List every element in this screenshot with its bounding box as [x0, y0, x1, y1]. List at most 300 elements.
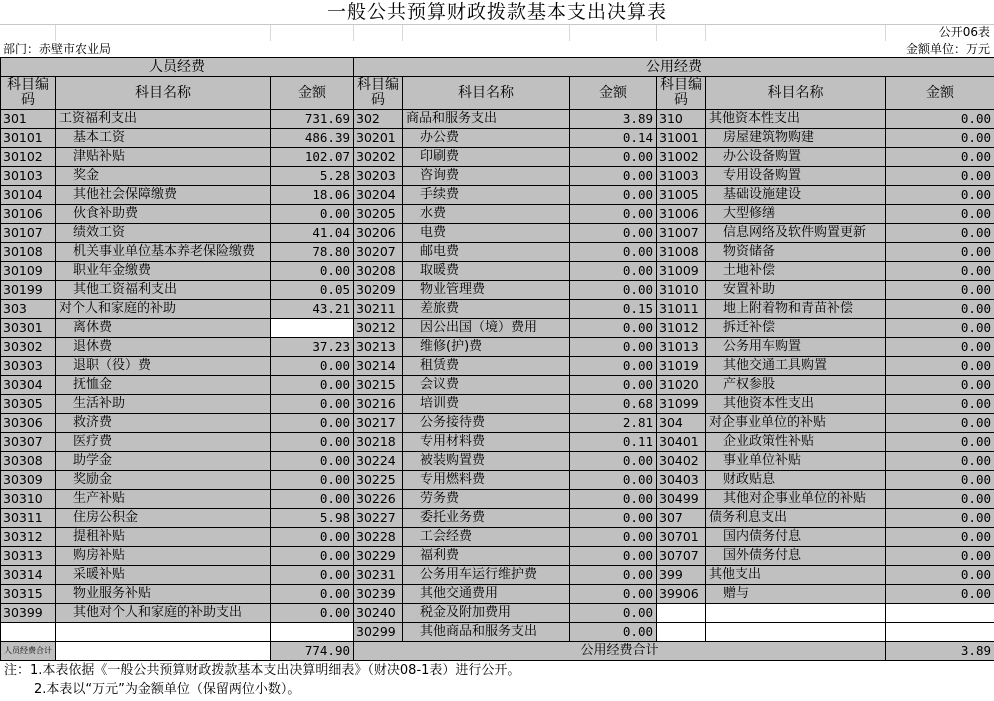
personnel-amount-cell: 731.69: [271, 110, 354, 129]
personnel-code-cell: 30199: [1, 281, 56, 300]
table-row: [1, 528, 994, 547]
goods-name-cell: 公务接待费: [403, 414, 570, 433]
other-code-cell: 31002: [657, 148, 706, 167]
other-code-cell: 30701: [657, 528, 706, 547]
other-amount-cell: 0.00: [886, 319, 994, 338]
other-name-cell: 其他支出: [706, 566, 886, 585]
table-row: [1, 186, 994, 205]
personnel-name-cell: [56, 623, 271, 642]
other-name-cell: 赠与: [706, 585, 886, 604]
personnel-amount-cell: 78.80: [271, 243, 354, 262]
goods-code-cell: 302: [354, 110, 403, 129]
personnel-amount-cell: 0.00: [271, 433, 354, 452]
goods-code-cell: 30227: [354, 509, 403, 528]
other-code-cell: 30401: [657, 433, 706, 452]
personnel-name-cell: 绩效工资: [56, 224, 271, 243]
table-row: [1, 110, 994, 129]
other-name-cell: 事业单位补贴: [706, 452, 886, 471]
other-name-cell: 地上附着物和青苗补偿: [706, 300, 886, 319]
goods-amount-cell: 0.00: [570, 490, 657, 509]
table-row: [1, 566, 994, 585]
other-name-cell: 债务利息支出: [706, 509, 886, 528]
personnel-code-cell: 30108: [1, 243, 56, 262]
personnel-code-cell: 303: [1, 300, 56, 319]
goods-code-cell: 30212: [354, 319, 403, 338]
goods-amount-cell: 0.00: [570, 338, 657, 357]
goods-amount-cell: 0.00: [570, 585, 657, 604]
goods-name-cell: 公务用车运行维护费: [403, 566, 570, 585]
goods-name-cell: 租赁费: [403, 357, 570, 376]
personnel-amount-cell: 0.00: [271, 528, 354, 547]
goods-code-cell: 30203: [354, 167, 403, 186]
other-amount-cell: 0.00: [886, 395, 994, 414]
goods-amount-cell: 0.00: [570, 167, 657, 186]
goods-amount-cell: 0.00: [570, 528, 657, 547]
table-row: [1, 224, 994, 243]
other-name-cell: 其他对企事业单位的补贴: [706, 490, 886, 509]
goods-code-cell: 30217: [354, 414, 403, 433]
other-amount-cell: 0.00: [886, 129, 994, 148]
personnel-name-cell: 抚恤金: [56, 376, 271, 395]
goods-amount-cell: 0.00: [570, 281, 657, 300]
personnel-code-cell: 30305: [1, 395, 56, 414]
goods-code-cell: 30202: [354, 148, 403, 167]
personnel-code-cell: 30315: [1, 585, 56, 604]
other-code-cell: 31001: [657, 129, 706, 148]
table-row: [1, 452, 994, 471]
other-name-cell: 其他资本性支出: [706, 395, 886, 414]
table-row: [1, 205, 994, 224]
goods-code-cell: 30218: [354, 433, 403, 452]
table-row: [1, 300, 994, 319]
group-header-row: [1, 58, 994, 77]
other-code-cell: 31099: [657, 395, 706, 414]
goods-code-header: 科目编码: [354, 77, 403, 110]
other-amount-cell: 0.00: [886, 300, 994, 319]
other-code-cell: [657, 623, 706, 642]
goods-code-cell: 30204: [354, 186, 403, 205]
other-amount-cell: 0.00: [886, 414, 994, 433]
table-row: [1, 414, 994, 433]
other-code-cell: 31009: [657, 262, 706, 281]
goods-name-cell: 手续费: [403, 186, 570, 205]
personnel-name-cell: 采暖补贴: [56, 566, 271, 585]
personnel-name-header: 科目名称: [56, 77, 271, 110]
footnote-1: 注：1.本表依据《一般公共预算财政拨款基本支出决算明细表》（财决08-1表）进行公开。: [4, 663, 521, 678]
other-amount-cell: 0.00: [886, 243, 994, 262]
personnel-total-blank: [56, 642, 271, 661]
other-name-cell: 财政贴息: [706, 471, 886, 490]
goods-name-cell: 培训费: [403, 395, 570, 414]
table-row: [1, 585, 994, 604]
personnel-code-cell: 30313: [1, 547, 56, 566]
other-code-cell: 31003: [657, 167, 706, 186]
other-code-header: 科目编码: [657, 77, 706, 110]
personnel-name-cell: 物业服务补贴: [56, 585, 271, 604]
public-total-amount: 3.89: [886, 642, 994, 661]
goods-amount-cell: 0.15: [570, 300, 657, 319]
other-code-cell: 31007: [657, 224, 706, 243]
personnel-amount-cell: 0.00: [271, 490, 354, 509]
goods-amount-cell: 3.89: [570, 110, 657, 129]
goods-code-cell: 30225: [354, 471, 403, 490]
goods-code-cell: 30211: [354, 300, 403, 319]
personnel-amount-cell: [271, 319, 354, 338]
other-name-cell: [706, 623, 886, 642]
goods-name-cell: 专用燃料费: [403, 471, 570, 490]
goods-name-cell: 维修(护)费: [403, 338, 570, 357]
other-amount-cell: 0.00: [886, 167, 994, 186]
other-name-cell: 国外债务付息: [706, 547, 886, 566]
other-amount-cell: 0.00: [886, 205, 994, 224]
other-code-cell: 31019: [657, 357, 706, 376]
goods-name-cell: 其他商品和服务支出: [403, 623, 570, 642]
personnel-code-cell: [1, 623, 56, 642]
personnel-group-header: 人员经费: [1, 58, 354, 77]
other-code-cell: 31008: [657, 243, 706, 262]
personnel-amount-cell: 0.05: [271, 281, 354, 300]
other-code-cell: 307: [657, 509, 706, 528]
personnel-name-cell: 工资福利支出: [56, 110, 271, 129]
goods-name-cell: 商品和服务支出: [403, 110, 570, 129]
personnel-amount-cell: 0.00: [271, 395, 354, 414]
goods-name-cell: 税金及附加费用: [403, 604, 570, 623]
personnel-code-cell: 30106: [1, 205, 56, 224]
personnel-name-cell: 津贴补贴: [56, 148, 271, 167]
other-code-cell: 31012: [657, 319, 706, 338]
goods-name-cell: 物业管理费: [403, 281, 570, 300]
personnel-code-cell: 30314: [1, 566, 56, 585]
personnel-code-cell: 30102: [1, 148, 56, 167]
other-name-cell: [706, 604, 886, 623]
other-code-cell: [657, 604, 706, 623]
table-row: [1, 509, 994, 528]
other-amount-cell: 0.00: [886, 509, 994, 528]
goods-code-cell: 30229: [354, 547, 403, 566]
goods-amount-cell: 0.00: [570, 547, 657, 566]
personnel-code-cell: 30304: [1, 376, 56, 395]
goods-name-header: 科目名称: [403, 77, 570, 110]
goods-name-cell: 印刷费: [403, 148, 570, 167]
goods-name-cell: 其他交通费用: [403, 585, 570, 604]
personnel-code-cell: 30306: [1, 414, 56, 433]
goods-amount-cell: 0.00: [570, 452, 657, 471]
goods-amount-cell: 0.00: [570, 566, 657, 585]
personnel-name-cell: 救济费: [56, 414, 271, 433]
goods-code-cell: 30205: [354, 205, 403, 224]
goods-name-cell: 咨询费: [403, 167, 570, 186]
goods-code-cell: 30226: [354, 490, 403, 509]
other-amount-cell: 0.00: [886, 148, 994, 167]
goods-name-cell: 委托业务费: [403, 509, 570, 528]
personnel-code-cell: 30301: [1, 319, 56, 338]
other-code-cell: 30707: [657, 547, 706, 566]
personnel-amount-cell: 37.23: [271, 338, 354, 357]
personnel-code-cell: 30104: [1, 186, 56, 205]
table-row: [1, 357, 994, 376]
goods-name-cell: 差旅费: [403, 300, 570, 319]
personnel-code-cell: 30303: [1, 357, 56, 376]
personnel-name-cell: 奖励金: [56, 471, 271, 490]
table-row: [1, 623, 994, 642]
personnel-name-cell: 医疗费: [56, 433, 271, 452]
other-amount-cell: 0.00: [886, 357, 994, 376]
other-code-cell: 31020: [657, 376, 706, 395]
goods-amount-cell: 0.00: [570, 623, 657, 642]
column-header-row: [1, 77, 994, 110]
public-total-label: 公用经费合计: [354, 642, 886, 661]
other-name-cell: 房屋建筑物购建: [706, 129, 886, 148]
personnel-amount-cell: 486.39: [271, 129, 354, 148]
other-amount-cell: [886, 623, 994, 642]
personnel-amount-cell: 5.28: [271, 167, 354, 186]
personnel-name-cell: 其他工资福利支出: [56, 281, 271, 300]
personnel-name-cell: 退休费: [56, 338, 271, 357]
goods-name-cell: 工会经费: [403, 528, 570, 547]
table-row: [1, 338, 994, 357]
other-name-cell: 基础设施建设: [706, 186, 886, 205]
personnel-amount-cell: 0.00: [271, 262, 354, 281]
personnel-amount-cell: [271, 623, 354, 642]
other-name-cell: 对企事业单位的补贴: [706, 414, 886, 433]
personnel-name-cell: 对个人和家庭的补助: [56, 300, 271, 319]
personnel-code-cell: 30312: [1, 528, 56, 547]
other-code-cell: 304: [657, 414, 706, 433]
other-code-cell: 399: [657, 566, 706, 585]
totals-row: [1, 642, 994, 661]
personnel-name-cell: 提租补贴: [56, 528, 271, 547]
personnel-amount-cell: 0.00: [271, 452, 354, 471]
personnel-amount-cell: 0.00: [271, 414, 354, 433]
goods-amount-cell: 0.68: [570, 395, 657, 414]
personnel-name-cell: 住房公积金: [56, 509, 271, 528]
other-name-cell: 信息网络及软件购置更新: [706, 224, 886, 243]
table-row: [1, 395, 994, 414]
goods-amount-cell: 0.11: [570, 433, 657, 452]
personnel-name-cell: 退职（役）费: [56, 357, 271, 376]
goods-code-cell: 30208: [354, 262, 403, 281]
goods-code-cell: 30228: [354, 528, 403, 547]
table-row: [1, 376, 994, 395]
personnel-amount-cell: 0.00: [271, 547, 354, 566]
goods-amount-cell: 0.00: [570, 376, 657, 395]
table-row: [1, 148, 994, 167]
personnel-name-cell: 其他社会保障缴费: [56, 186, 271, 205]
other-code-cell: 30403: [657, 471, 706, 490]
goods-amount-cell: 0.00: [570, 262, 657, 281]
other-name-cell: 物资储备: [706, 243, 886, 262]
other-amount-cell: 0.00: [886, 452, 994, 471]
table-row: [1, 471, 994, 490]
other-amount-cell: 0.00: [886, 585, 994, 604]
personnel-amount-cell: 5.98: [271, 509, 354, 528]
other-code-cell: 31010: [657, 281, 706, 300]
personnel-code-cell: 30107: [1, 224, 56, 243]
personnel-amount-cell: 0.00: [271, 471, 354, 490]
other-name-cell: 专用设备购置: [706, 167, 886, 186]
personnel-amount-cell: 0.00: [271, 376, 354, 395]
personnel-code-cell: 30311: [1, 509, 56, 528]
other-amount-cell: 0.00: [886, 547, 994, 566]
table-row: [1, 281, 994, 300]
personnel-amount-cell: 0.00: [271, 357, 354, 376]
goods-code-cell: 30213: [354, 338, 403, 357]
other-amount-cell: 0.00: [886, 262, 994, 281]
goods-name-cell: 取暖费: [403, 262, 570, 281]
personnel-amount-header: 金额: [271, 77, 354, 110]
other-name-cell: 其他资本性支出: [706, 110, 886, 129]
goods-amount-cell: 0.00: [570, 471, 657, 490]
other-code-cell: 31006: [657, 205, 706, 224]
personnel-code-cell: 30101: [1, 129, 56, 148]
other-code-cell: 30402: [657, 452, 706, 471]
goods-name-cell: 因公出国（境）费用: [403, 319, 570, 338]
goods-code-cell: 30209: [354, 281, 403, 300]
goods-amount-cell: 0.00: [570, 319, 657, 338]
personnel-code-cell: 30309: [1, 471, 56, 490]
other-amount-cell: 0.00: [886, 490, 994, 509]
goods-code-cell: 30214: [354, 357, 403, 376]
table-row: [1, 547, 994, 566]
table-row: [1, 262, 994, 281]
other-name-cell: 产权参股: [706, 376, 886, 395]
personnel-name-cell: 机关事业单位基本养老保险缴费: [56, 243, 271, 262]
other-name-cell: 企业政策性补贴: [706, 433, 886, 452]
goods-amount-header: 金额: [570, 77, 657, 110]
goods-code-cell: 30239: [354, 585, 403, 604]
other-amount-cell: 0.00: [886, 376, 994, 395]
other-name-cell: 安置补助: [706, 281, 886, 300]
other-name-header: 科目名称: [706, 77, 886, 110]
goods-code-cell: 30201: [354, 129, 403, 148]
other-code-cell: 31005: [657, 186, 706, 205]
personnel-total-label: 人员经费合计: [1, 642, 56, 661]
personnel-total-amount: 774.90: [271, 642, 354, 661]
public-group-header: 公用经费: [354, 58, 994, 77]
personnel-name-cell: 其他对个人和家庭的补助支出: [56, 604, 271, 623]
other-name-cell: 拆迁补偿: [706, 319, 886, 338]
goods-amount-cell: 0.14: [570, 129, 657, 148]
goods-amount-cell: 0.00: [570, 243, 657, 262]
personnel-amount-cell: 43.21: [271, 300, 354, 319]
goods-name-cell: 电费: [403, 224, 570, 243]
other-name-cell: 公务用车购置: [706, 338, 886, 357]
other-amount-cell: 0.00: [886, 281, 994, 300]
other-name-cell: 国内债务付息: [706, 528, 886, 547]
goods-name-cell: 福利费: [403, 547, 570, 566]
goods-code-cell: 30207: [354, 243, 403, 262]
goods-amount-cell: 0.00: [570, 186, 657, 205]
personnel-code-cell: 30109: [1, 262, 56, 281]
other-code-cell: 30499: [657, 490, 706, 509]
other-amount-cell: 0.00: [886, 338, 994, 357]
goods-name-cell: 专用材料费: [403, 433, 570, 452]
table-row: [1, 129, 994, 148]
personnel-code-cell: 30308: [1, 452, 56, 471]
other-code-cell: 310: [657, 110, 706, 129]
table-row: [1, 243, 994, 262]
goods-name-cell: 邮电费: [403, 243, 570, 262]
header-gridlines: [0, 24, 994, 41]
goods-code-cell: 30215: [354, 376, 403, 395]
personnel-name-cell: 生活补助: [56, 395, 271, 414]
goods-code-cell: 30231: [354, 566, 403, 585]
table-row: [1, 490, 994, 509]
personnel-code-cell: 30307: [1, 433, 56, 452]
personnel-amount-cell: 0.00: [271, 604, 354, 623]
goods-amount-cell: 0.00: [570, 357, 657, 376]
other-name-cell: 土地补偿: [706, 262, 886, 281]
personnel-name-cell: 基本工资: [56, 129, 271, 148]
other-amount-cell: 0.00: [886, 110, 994, 129]
personnel-code-cell: 301: [1, 110, 56, 129]
other-name-cell: 大型修缮: [706, 205, 886, 224]
personnel-name-cell: 生产补贴: [56, 490, 271, 509]
personnel-amount-cell: 0.00: [271, 585, 354, 604]
personnel-code-header: 科目编码: [1, 77, 56, 110]
other-code-cell: 31013: [657, 338, 706, 357]
other-code-cell: 39906: [657, 585, 706, 604]
footnote-2: 2.本表以“万元”为金额单位（保留两位小数）。: [34, 682, 301, 697]
personnel-name-cell: 离休费: [56, 319, 271, 338]
personnel-amount-cell: 0.00: [271, 205, 354, 224]
personnel-amount-cell: 41.04: [271, 224, 354, 243]
department-label: 部门：赤壁市农业局: [3, 42, 112, 56]
unit-label: 金额单位：万元: [905, 42, 990, 56]
expenditure-table: [0, 57, 994, 661]
goods-amount-cell: 0.00: [570, 148, 657, 167]
other-amount-cell: 0.00: [886, 224, 994, 243]
goods-amount-cell: 2.81: [570, 414, 657, 433]
table-row: [1, 433, 994, 452]
goods-name-cell: 会议费: [403, 376, 570, 395]
goods-name-cell: 劳务费: [403, 490, 570, 509]
personnel-amount-cell: 102.07: [271, 148, 354, 167]
personnel-name-cell: 奖金: [56, 167, 271, 186]
table-row: [1, 319, 994, 338]
goods-amount-cell: 0.00: [570, 205, 657, 224]
other-amount-header: 金额: [886, 77, 994, 110]
other-amount-cell: 0.00: [886, 566, 994, 585]
goods-code-cell: 30216: [354, 395, 403, 414]
goods-amount-cell: 0.00: [570, 509, 657, 528]
personnel-name-cell: 助学金: [56, 452, 271, 471]
personnel-code-cell: 30302: [1, 338, 56, 357]
other-name-cell: 其他交通工具购置: [706, 357, 886, 376]
other-amount-cell: 0.00: [886, 471, 994, 490]
personnel-name-cell: 职业年金缴费: [56, 262, 271, 281]
page-title: 一般公共预算财政拨款基本支出决算表: [326, 1, 667, 23]
other-amount-cell: [886, 604, 994, 623]
personnel-code-cell: 30310: [1, 490, 56, 509]
table-row: [1, 167, 994, 186]
personnel-name-cell: 伙食补助费: [56, 205, 271, 224]
goods-code-cell: 30240: [354, 604, 403, 623]
other-amount-cell: 0.00: [886, 528, 994, 547]
personnel-name-cell: 购房补贴: [56, 547, 271, 566]
other-name-cell: 办公设备购置: [706, 148, 886, 167]
other-amount-cell: 0.00: [886, 186, 994, 205]
goods-amount-cell: 0.00: [570, 224, 657, 243]
personnel-code-cell: 30399: [1, 604, 56, 623]
personnel-amount-cell: 0.00: [271, 566, 354, 585]
personnel-code-cell: 30103: [1, 167, 56, 186]
goods-code-cell: 30224: [354, 452, 403, 471]
personnel-amount-cell: 18.06: [271, 186, 354, 205]
table-row: [1, 604, 994, 623]
goods-amount-cell: 0.00: [570, 604, 657, 623]
other-amount-cell: 0.00: [886, 433, 994, 452]
